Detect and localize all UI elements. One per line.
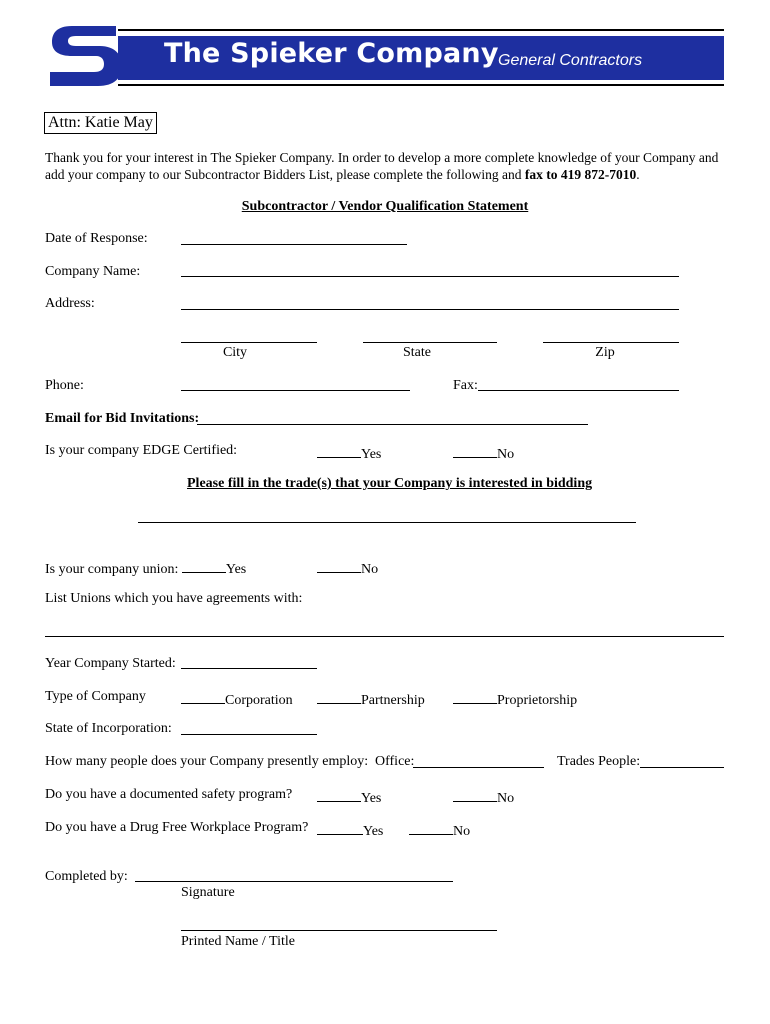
union-yes-label: Yes <box>225 562 247 577</box>
partnership-option[interactable] <box>317 689 425 709</box>
office-label: Office: <box>375 754 415 769</box>
state-field[interactable] <box>363 342 497 343</box>
city-field[interactable] <box>181 342 317 343</box>
intro-text: Thank you for your interest in The Spieker Company. In order to develop a more complete knowledge of your Company and add your company to our Subcontractor Bidders List, please complete the following and <box>45 150 719 182</box>
printed-name-field[interactable] <box>181 930 497 931</box>
attn-box: Attn: Katie May <box>44 112 157 134</box>
drug-free-yes-option[interactable] <box>317 820 383 840</box>
drug-free-yes-blank[interactable] <box>317 820 363 835</box>
city-label: City <box>222 345 248 360</box>
union-no-option[interactable] <box>317 558 378 578</box>
phone-field[interactable] <box>181 390 410 391</box>
fax-label: Fax: <box>453 378 478 393</box>
address-field[interactable] <box>181 309 679 310</box>
union-question: Is your company union: <box>45 562 179 577</box>
company-name-field[interactable] <box>181 276 679 277</box>
date-of-response-label: Date of Response: <box>45 231 148 246</box>
office-field[interactable] <box>413 767 544 768</box>
drug-free-no-blank[interactable] <box>409 820 453 835</box>
year-started-field[interactable] <box>181 668 317 669</box>
edge-yes-label: Yes <box>361 447 382 462</box>
header-rule-bottom <box>118 84 724 86</box>
type-of-company-label: Type of Company <box>45 689 146 704</box>
edge-yes-option[interactable] <box>317 443 381 463</box>
drug-free-yes-label: Yes <box>363 824 384 839</box>
corporation-option[interactable] <box>181 689 293 709</box>
signature-label: Signature <box>181 885 235 900</box>
safety-no-option[interactable] <box>453 787 514 807</box>
zip-label: Zip <box>595 345 615 360</box>
trades-field[interactable] <box>138 522 636 523</box>
completed-by-label: Completed by: <box>45 869 128 884</box>
edge-yes-blank[interactable] <box>317 443 361 458</box>
fax-number: fax to 419 872-7010 <box>524 167 637 182</box>
date-of-response-field[interactable] <box>181 244 407 245</box>
trades-heading: Please fill in the trade(s) that your Company is interested in bidding <box>187 476 593 491</box>
company-name-label: Company Name: <box>45 264 141 279</box>
zip-field[interactable] <box>543 342 679 343</box>
unions-list-label: List Unions which you have agreements with: <box>45 591 303 606</box>
phone-label: Phone: <box>45 378 84 393</box>
drug-free-label: Do you have a Drug Free Workplace Program? <box>45 820 309 835</box>
trades-people-field[interactable] <box>640 767 724 768</box>
intro-end: . <box>636 167 640 182</box>
edge-no-blank[interactable] <box>453 443 497 458</box>
safety-yes-blank[interactable] <box>317 787 361 802</box>
email-label: Email for Bid Invitations: <box>45 411 200 426</box>
company-name: The Spieker Company <box>164 38 499 69</box>
safety-no-label: No <box>497 791 515 806</box>
email-field[interactable] <box>197 424 588 425</box>
trades-people-label: Trades People: <box>557 754 641 769</box>
address-label: Address: <box>45 296 95 311</box>
partnership-label: Partnership <box>361 693 425 708</box>
state-incorporation-field[interactable] <box>181 734 317 735</box>
safety-yes-option[interactable] <box>317 787 381 807</box>
corporation-blank[interactable] <box>181 689 225 704</box>
header-rule-top <box>118 29 724 31</box>
employees-label: How many people does your Company presently employ: <box>45 754 369 769</box>
intro-paragraph <box>45 149 735 183</box>
proprietorship-label: Proprietorship <box>497 693 578 708</box>
safety-program-label: Do you have a documented safety program? <box>45 787 293 802</box>
edge-no-label: No <box>497 447 515 462</box>
edge-certified-label: Is your company EDGE Certified: <box>45 443 238 458</box>
unions-list-field[interactable] <box>45 636 724 637</box>
proprietorship-blank[interactable] <box>453 689 497 704</box>
company-subtitle: General Contractors <box>498 52 643 69</box>
partnership-blank[interactable] <box>317 689 361 704</box>
safety-yes-label: Yes <box>361 791 382 806</box>
drug-free-no-label: No <box>453 824 471 839</box>
union-no-label: No <box>361 562 379 577</box>
union-yes-blank[interactable] <box>182 558 226 573</box>
safety-no-blank[interactable] <box>453 787 497 802</box>
union-no-blank[interactable] <box>317 558 361 573</box>
signature-field[interactable] <box>135 881 453 882</box>
fax-field[interactable] <box>478 390 679 391</box>
state-incorporation-label: State of Incorporation: <box>45 721 172 736</box>
proprietorship-option[interactable] <box>453 689 577 709</box>
printed-name-label: Printed Name / Title <box>181 934 295 949</box>
union-label <box>45 558 246 578</box>
drug-free-no-option[interactable] <box>409 820 470 840</box>
state-label: State <box>403 345 431 360</box>
spieker-s-logo-icon <box>46 22 126 92</box>
corporation-label: Corporation <box>225 693 293 708</box>
edge-no-option[interactable] <box>453 443 514 463</box>
form-title: Subcontractor / Vendor Qualification Statement <box>241 199 529 214</box>
year-started-label: Year Company Started: <box>45 656 176 671</box>
